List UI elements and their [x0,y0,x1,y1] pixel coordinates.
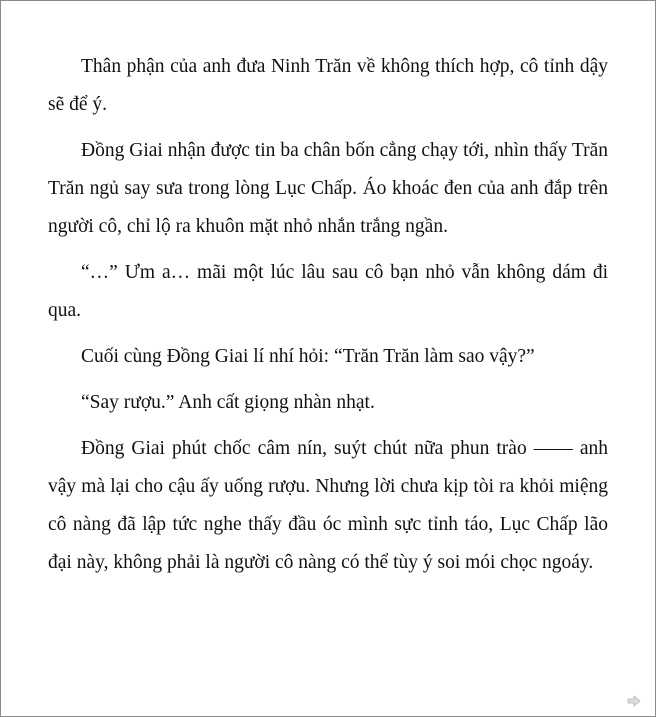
paragraph-6: Đồng Giai phút chốc câm nín, suýt chút nữa phun trào —— anh vậy mà lại cho cậu ấy uống rượu. Nhưng lời chưa kịp tòi ra khỏi miệng cô nàng đã lập tức nghe thấy đầu óc mình sực tỉnh táo, Lục Chấp lão đại này, không phải là người cô nàng có thể tùy ý soi mói chọc ngoáy. [48,438,608,573]
document-body [48,48,608,582]
paragraph-3: “…” Ưm a… mãi một lúc lâu sau cô bạn nhỏ vẫn không dám đi qua. [48,262,608,321]
page-turn-arrow-icon[interactable] [627,694,641,706]
paragraph-1: Thân phận của anh đưa Ninh Trăn về không thích hợp, cô tỉnh dậy sẽ để ý. [48,56,608,115]
paragraph-2: Đồng Giai nhận được tin ba chân bốn cẳng chạy tới, nhìn thấy Trăn Trăn ngủ say sưa trong lòng Lục Chấp. Áo khoác đen của anh đắp trên người cô, chỉ lộ ra khuôn mặt nhỏ nhắn trắng ngần. [48,140,608,237]
paragraph-4: Cuối cùng Đồng Giai lí nhí hỏi: “Trăn Trăn làm sao vậy?” [81,346,535,367]
paragraph-5: “Say rượu.” Anh cất giọng nhàn nhạt. [81,392,375,413]
